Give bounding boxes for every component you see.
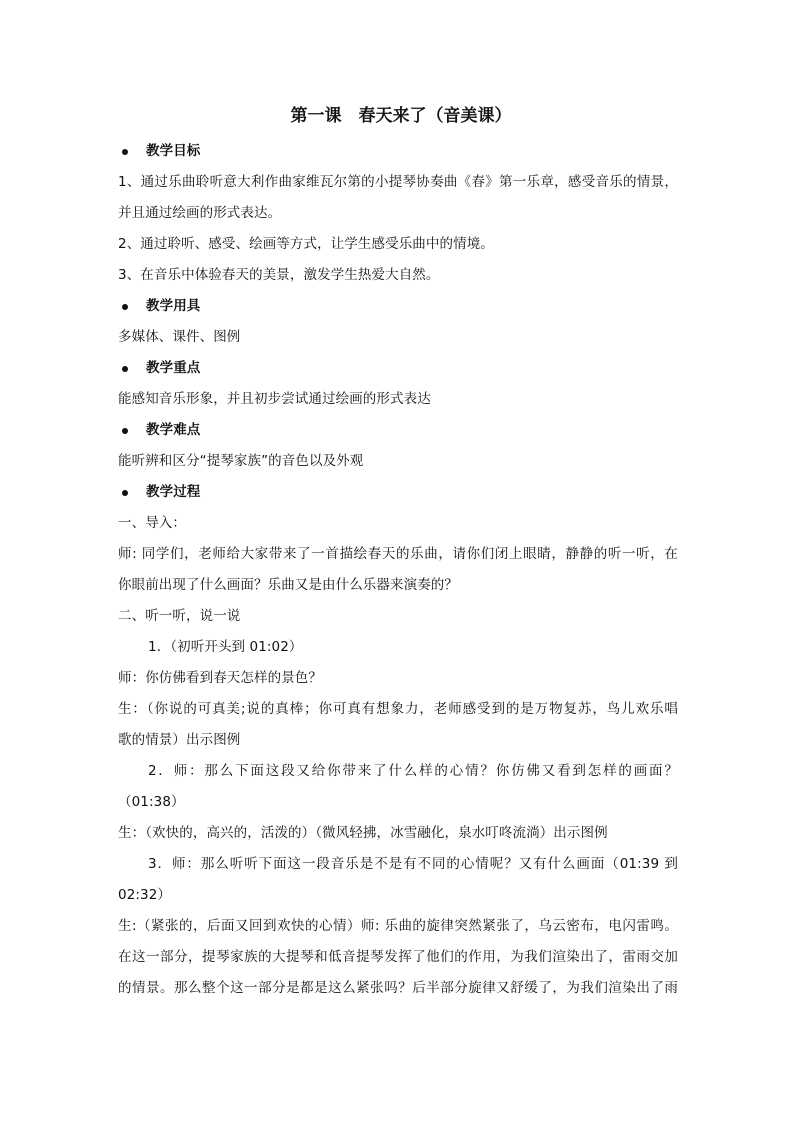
process-line: 一、导入： xyxy=(118,515,186,531)
bullet-icon xyxy=(122,490,128,496)
bullet-icon xyxy=(122,149,128,155)
process-line: 师：你仿佛看到春天怎样的景色？ xyxy=(118,670,322,686)
process-line: 3．师：那么听听下面这一段音乐是不是有不同的心情呢？又有什么画面（01:39 到 xyxy=(148,856,678,872)
process-line: 师: 同学们，老师给大家带来了一首描绘春天的乐曲，请你们闭上眼睛，静静的听一听，在 xyxy=(118,546,678,562)
process-line: 你眼前出现了什么画面？乐曲又是由什么乐器来演奏的？ xyxy=(118,577,458,593)
bullet-icon xyxy=(122,366,128,372)
tools-text: 多媒体、课件、图例 xyxy=(118,329,241,345)
process-line: 的情景。那么整个这一部分是都是这么紧张吗？后半部分旋律又舒缓了，为我们渲染出了雨 xyxy=(118,980,678,996)
process-line: （01:38） xyxy=(118,794,185,810)
objective-line: 3、在音乐中体验春天的美景，激发学生热爱大自然。 xyxy=(118,267,440,283)
heading-label: 教学重点 xyxy=(146,360,201,376)
objective-line: 2、通过聆听、感受、绘画等方式，让学生感受乐曲中的情境。 xyxy=(118,236,494,252)
heading-label: 教学过程 xyxy=(146,484,201,500)
process-line: 生：（欢快的，高兴的，活泼的）（微风轻拂，冰雪融化，泉水叮咚流淌）出示图例 xyxy=(118,825,608,841)
key-points-text: 能感知音乐形象，并且初步尝试通过绘画的形式表达 xyxy=(118,391,431,407)
section-heading-process xyxy=(118,477,678,508)
process-line: 生：（你说的可真美;说的真棒；你可真有想象力，老师感受到的是万物复苏，鸟儿欢乐唱 xyxy=(118,701,678,717)
section-heading-objectives xyxy=(118,136,678,167)
section-heading-key-points xyxy=(118,353,678,384)
process-line: 02:32） xyxy=(118,887,172,903)
process-line: 二、听一听，说一说 xyxy=(118,608,241,624)
difficulties-text: 能听辨和区分“提琴家族”的音色以及外观 xyxy=(118,453,364,469)
heading-label: 教学用具 xyxy=(146,298,201,314)
section-heading-difficulties xyxy=(118,415,678,446)
process-line: 2．师：那么下面这段又给你带来了什么样的心情？你仿佛又看到怎样的画面？ xyxy=(148,763,678,779)
document-title: 第一课 春天来了（音美课） xyxy=(290,106,512,126)
document-page xyxy=(118,100,678,1004)
process-line: 生:（紧张的，后面又回到欢快的心情）师: 乐曲的旋律突然紧张了，乌云密布，电闪雷鸣。 xyxy=(118,918,678,934)
bullet-icon xyxy=(122,428,128,434)
objective-line: 1、通过乐曲聆听意大利作曲家维瓦尔第的小提琴协奏曲《春》第一乐章，感受音乐的情景， xyxy=(118,174,678,190)
section-heading-tools xyxy=(118,291,678,322)
process-line: 1．（初听开头到 01:02） xyxy=(148,639,303,655)
bullet-icon xyxy=(122,304,128,310)
heading-label: 教学目标 xyxy=(146,143,201,159)
process-line: 在这一部分，提琴家族的大提琴和低音提琴发挥了他们的作用，为我们渲染出了，雷雨交加 xyxy=(118,949,678,965)
heading-label: 教学难点 xyxy=(146,422,201,438)
process-line: 歌的情景）出示图例 xyxy=(118,732,241,748)
objective-line: 并且通过绘画的形式表达。 xyxy=(118,205,282,221)
